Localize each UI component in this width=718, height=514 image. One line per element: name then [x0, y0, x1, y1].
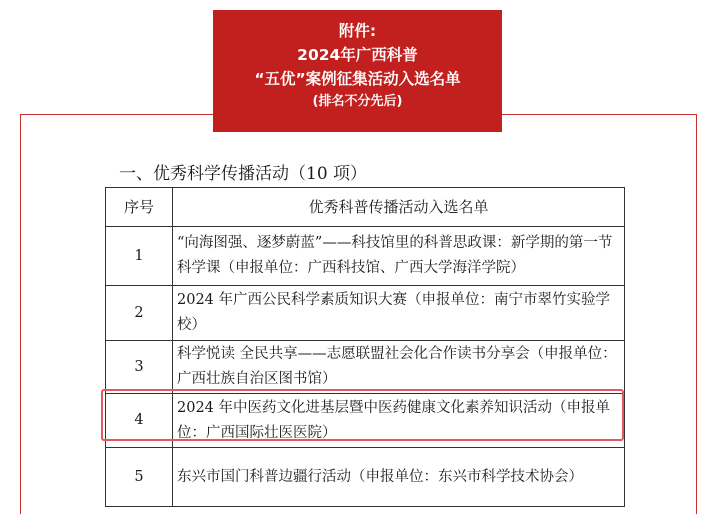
row-name: 东兴市国门科普边疆行活动（申报单位：东兴市科学技术协会） — [173, 448, 625, 507]
table-row — [106, 227, 625, 286]
row-index: 1 — [106, 227, 173, 286]
row-name: 科学悦读 全民共享——志愿联盟社会化合作读书分享会（申报单位：广西壮族自治区图书馆） — [173, 341, 625, 394]
header-index: 序号 — [106, 188, 173, 227]
row-index: 2 — [106, 286, 173, 341]
row-name: 2024 年中医药文化进基层暨中医药健康文化素养知识活动（申报单位：广西国际壮医医院） — [173, 394, 625, 448]
table-row — [106, 448, 625, 507]
row-name: 2024 年广西公民科学素质知识大赛（申报单位：南宁市翠竹实验学校） — [173, 286, 625, 341]
table-header-row — [106, 188, 625, 227]
banner-line-title: “五优”案例征集活动入选名单 — [254, 70, 461, 88]
attachment-title-banner — [213, 10, 502, 132]
banner-line-attachment: 附件: — [338, 22, 377, 40]
row-name: “向海图强、逐梦蔚蓝”——科技馆里的科普思政课：新学期的第一节科学课（申报单位：广西科技馆、广西大学海洋学院） — [173, 227, 625, 286]
banner-line-note: (排名不分先后) — [312, 94, 403, 109]
table-row — [106, 394, 625, 448]
section-heading: 一、优秀科学传播活动（10 项） — [119, 164, 368, 184]
table-row — [106, 286, 625, 341]
header-name: 优秀科普传播活动入选名单 — [173, 188, 625, 227]
row-index: 3 — [106, 341, 173, 394]
table-row — [106, 341, 625, 394]
selection-table — [105, 187, 625, 507]
row-index: 5 — [106, 448, 173, 507]
banner-line-year: 2024年广西科普 — [297, 46, 418, 64]
row-index: 4 — [106, 394, 173, 448]
